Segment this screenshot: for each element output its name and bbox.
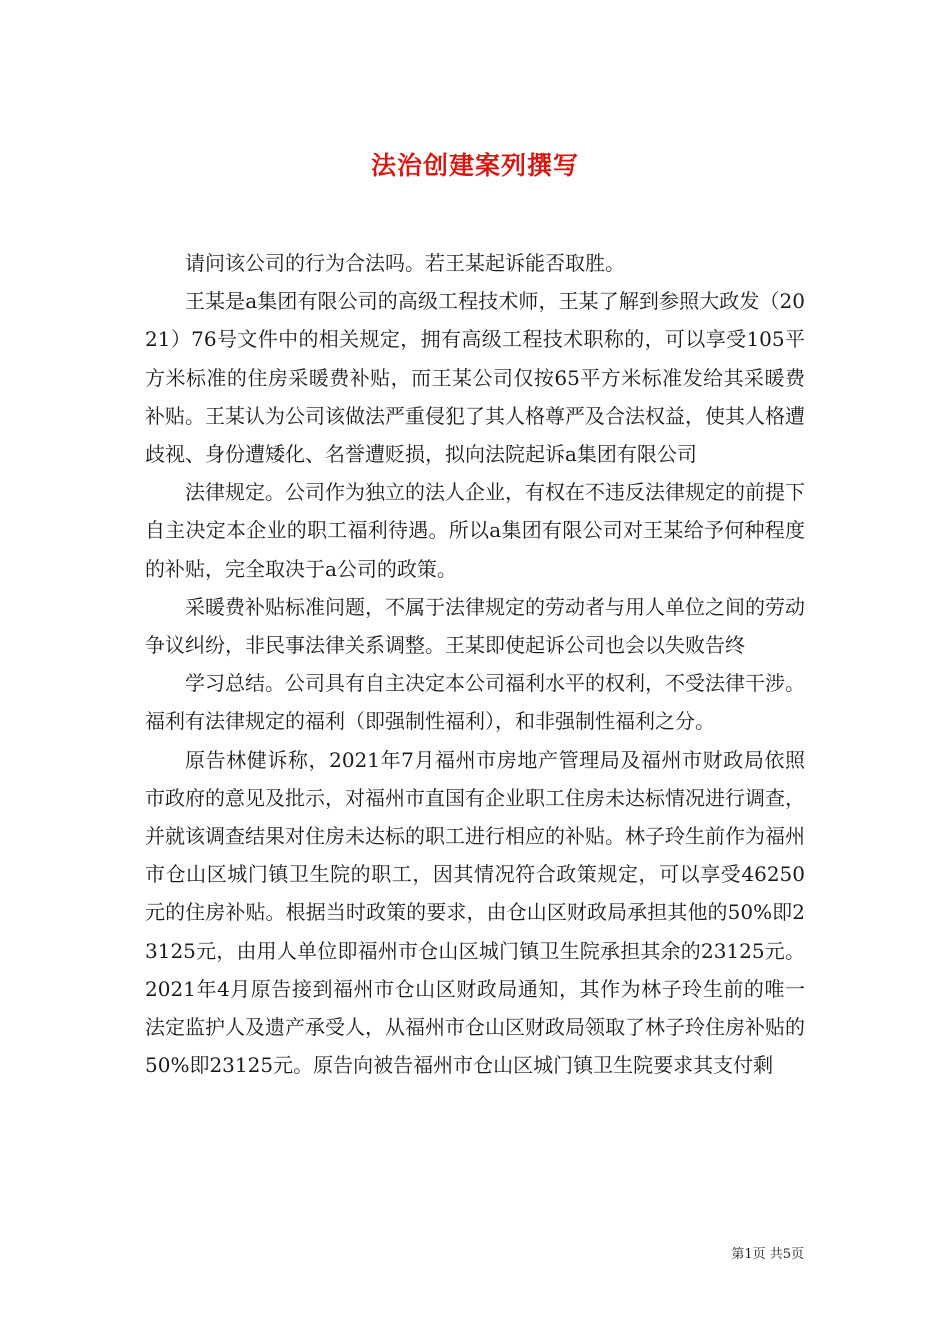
document-body [145,244,805,1084]
paragraph: 学习总结。公司具有自主决定本公司福利水平的权利，不受法律干涉。福利有法律规定的福利（即强制性福利），和非强制性福利之分。 [145,671,805,734]
paragraph: 采暖费补贴标准问题，不属于法律规定的劳动者与用人单位之间的劳动争议纠纷，非民事法律关系调整。王某即使起诉公司也会以失败告终 [145,594,805,658]
paragraph: 王某是a集团有限公司的高级工程技术师，王某了解到参照大政发（2021）76号文件中的相关规定，拥有高级工程技术职称的，可以享受105平方米标准的住房采暖费补贴，而王某公司仅按65平方米标准发给其采暖费补贴。王某认为公司该做法严重侵犯了其人格尊严及合法权益，使其人格遭歧视、身份遭矮化、名誉遭贬损，拟向法院起诉a集团有限公司 [145,289,805,467]
document-title: 法治创建案列撰写 [370,150,579,180]
paragraph: 原告林健诉称，2021年7月福州市房地产管理局及福州市财政局依照市政府的意见及批示，对福州市直国有企业职工住房未达标情况进行调查，并就该调查结果对住房未达标的职工进行相应的补贴。林子玲生前作为福州市仓山区城门镇卫生院的职工，因其情况符合政策规定，可以享受46250元的住房补贴。根据当时政策的要求，由仓山区财政局承担其他的50%即23125元，由用人单位即福州市仓山区城门镇卫生院承担其余的23125元。2021年4月原告接到福州市仓山区财政局通知，其作为林子玲生前的唯一法定监护人及遗产承受人，从福州市仓山区财政局领取了林子玲住房补贴的50%即23125元。原告向被告福州市仓山区城门镇卫生院要求其支付剩 [145,747,805,1078]
page-number-footer: 第1页 共5页 [731,1247,804,1262]
paragraph: 请问该公司的行为合法吗。若王某起诉能否取胜。 [185,251,625,275]
paragraph: 法律规定。公司作为独立的法人企业，有权在不违反法律规定的前提下自主决定本企业的职工福利待遇。所以a集团有限公司对王某给予何种程度的补贴，完全取决于a公司的政策。 [145,480,805,581]
